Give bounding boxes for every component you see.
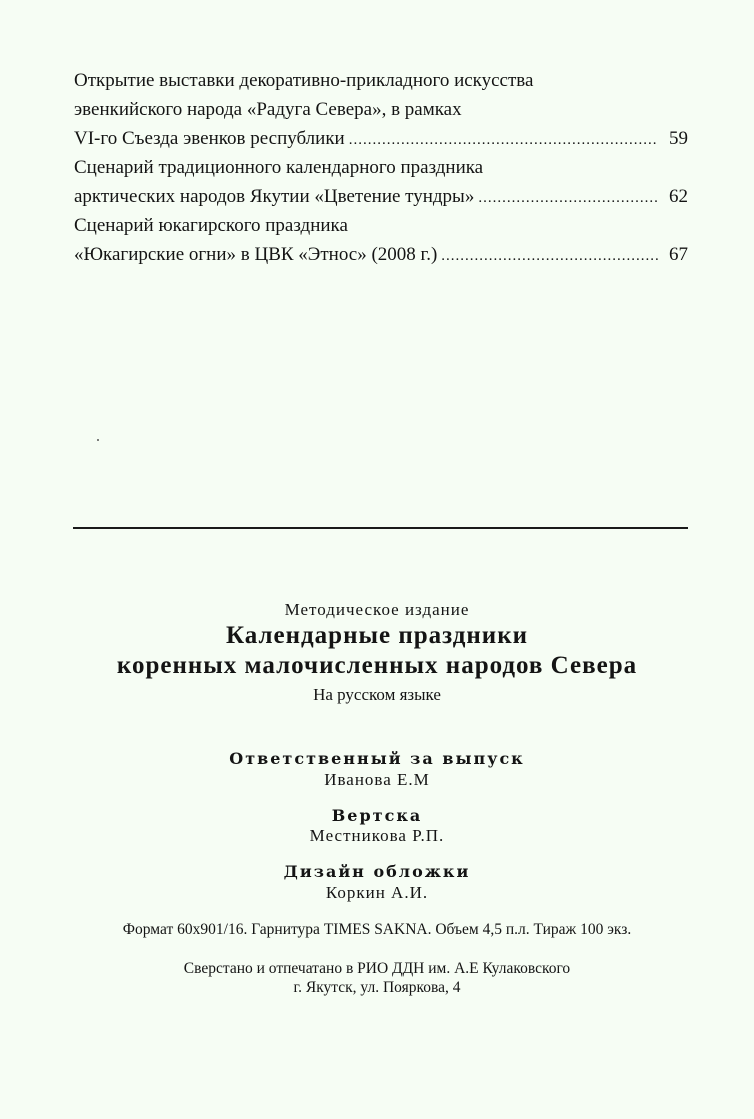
print-speck [97, 439, 99, 441]
toc-entry-line: Сценарий юкагирского праздника [74, 215, 348, 236]
credit-person: Коркин А.И. [325, 883, 429, 902]
toc-page-number: 67 [669, 244, 688, 265]
edition-type: Методическое издание [284, 600, 470, 619]
toc-entry-text: VI-го Съезда эвенков республики [74, 128, 345, 149]
toc-page-number: 62 [669, 186, 688, 207]
language-note: На русском языке [313, 685, 441, 704]
toc-page-number: 59 [669, 128, 688, 149]
toc-entry-last-line [74, 240, 688, 269]
toc-entry-line: Открытие выставки декоративно-прикладного искусства [74, 70, 534, 91]
toc-entry-line: эвенкийского народа «Радуга Севера», в рамках [74, 99, 462, 120]
credit-role: Вертска [331, 806, 423, 825]
toc-entry-text: «Юкагирские огни» в ЦВК «Этнос» (2008 г.) [74, 244, 438, 265]
toc-leader-dots [441, 242, 658, 271]
credit-role: Ответственный за выпуск [229, 749, 525, 768]
format-details: Формат 60x901/16. Гарнитура TIMES SAKNA. Объем 4,5 п.л. Тираж 100 экз. [122, 921, 632, 938]
printer-info: Сверстано и отпечатано в РИО ДДН им. А.Е Кулаковского [183, 960, 571, 977]
book-title-line-2: коренных малочисленных народов Севера [116, 652, 638, 679]
credit-person: Местникова Р.П. [309, 826, 445, 845]
toc-entry-line: Сценарий традиционного календарного праздника [74, 157, 484, 178]
toc-entry [74, 211, 688, 269]
toc-entry-text: арктических народов Якутии «Цветение тундры» [74, 186, 475, 207]
toc-leader-dots [478, 184, 658, 213]
toc-entry [74, 153, 688, 211]
toc-leader-dots [349, 126, 658, 155]
book-title-line-1: Календарные праздники [225, 622, 529, 649]
table-of-contents [74, 66, 688, 269]
toc-entry-last-line [74, 182, 688, 211]
credit-person: Иванова Е.М [324, 770, 430, 789]
toc-entry-last-line [74, 124, 688, 153]
toc-entry [74, 66, 688, 153]
printer-address: г. Якутск, ул. Пояркова, 4 [293, 979, 461, 996]
horizontal-divider [73, 527, 688, 529]
credit-role: Дизайн обложки [283, 862, 471, 881]
